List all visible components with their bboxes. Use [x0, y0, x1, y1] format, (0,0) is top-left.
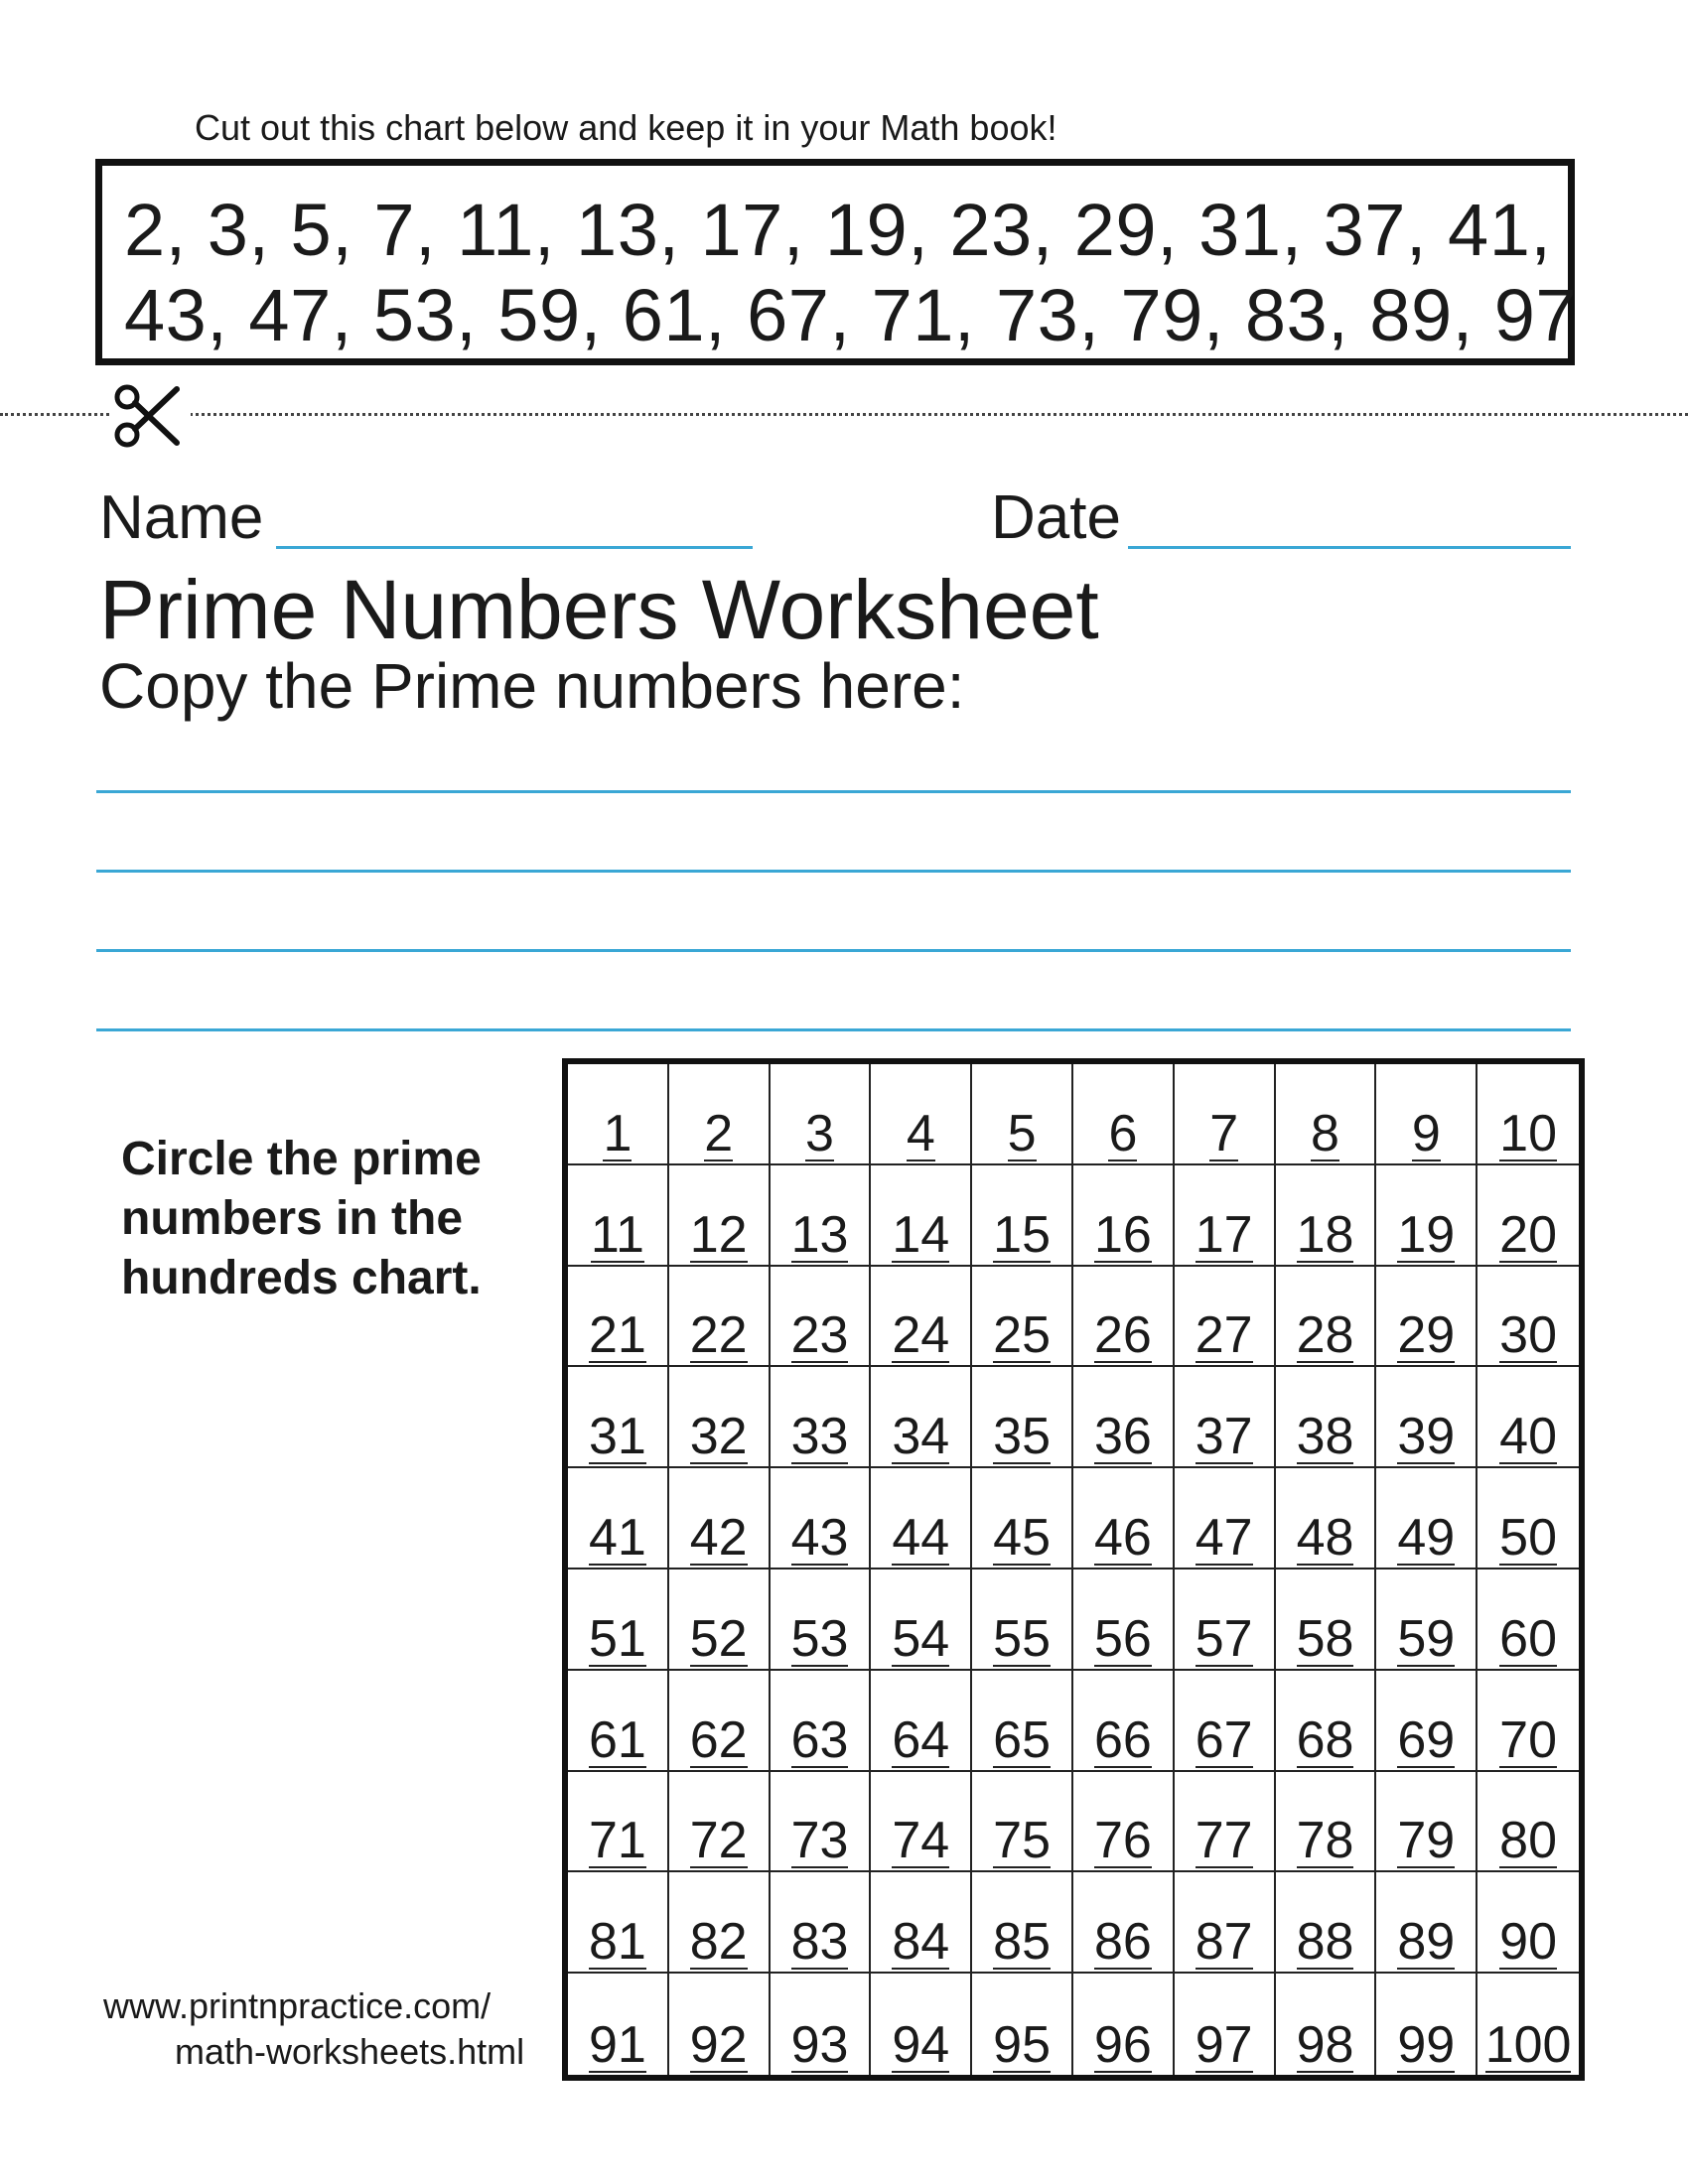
chart-cell[interactable]	[568, 1772, 669, 1873]
chart-cell[interactable]	[1175, 1570, 1276, 1671]
chart-number: 6	[1108, 1104, 1138, 1162]
chart-number: 92	[689, 2016, 748, 2074]
chart-number: 56	[1093, 1609, 1152, 1668]
chart-cell[interactable]	[871, 1772, 972, 1873]
chart-cell[interactable]	[1073, 1064, 1175, 1165]
chart-number: 100	[1484, 2016, 1572, 2074]
chart-number: 79	[1397, 1812, 1456, 1870]
chart-number: 11	[590, 1205, 644, 1264]
chart-number: 89	[1397, 1913, 1456, 1972]
chart-cell[interactable]	[669, 1872, 771, 1974]
writing-line[interactable]	[96, 1028, 1571, 1031]
chart-cell[interactable]	[871, 1267, 972, 1368]
chart-number: 75	[993, 1812, 1052, 1870]
chart-cell[interactable]	[1276, 1772, 1377, 1873]
chart-number: 60	[1499, 1609, 1558, 1668]
chart-number: 12	[689, 1205, 748, 1264]
name-label: Name	[99, 483, 264, 552]
chart-cell[interactable]	[1073, 1367, 1175, 1468]
chart-number: 36	[1093, 1408, 1152, 1466]
chart-cell[interactable]	[1276, 1267, 1377, 1368]
chart-cell[interactable]	[1477, 1165, 1579, 1267]
prime-list-box	[95, 159, 1578, 365]
chart-cell[interactable]	[1073, 1570, 1175, 1671]
chart-number: 88	[1296, 1913, 1354, 1972]
circle-instruction: Circle the prime numbers in the hundreds chart.	[121, 1133, 482, 1304]
chart-number: 32	[689, 1408, 748, 1466]
chart-cell[interactable]	[972, 1872, 1073, 1974]
chart-number: 99	[1397, 2016, 1456, 2074]
chart-cell[interactable]	[972, 1165, 1073, 1267]
chart-cell[interactable]	[871, 1064, 972, 1165]
chart-number: 81	[588, 1913, 646, 1972]
chart-number: 19	[1397, 1205, 1456, 1264]
chart-cell[interactable]	[1477, 1570, 1579, 1671]
chart-number: 44	[892, 1509, 950, 1567]
chart-number: 67	[1195, 1710, 1253, 1769]
chart-number: 62	[689, 1710, 748, 1769]
footer-url-line-2: math-worksheets.html	[175, 2031, 525, 2072]
chart-number: 2	[704, 1104, 734, 1162]
chart-cell[interactable]	[1175, 1872, 1276, 1974]
chart-number: 98	[1296, 2016, 1354, 2074]
chart-cell[interactable]	[1376, 1267, 1477, 1368]
hundreds-chart	[562, 1058, 1585, 2081]
chart-number: 51	[588, 1609, 646, 1668]
chart-cell[interactable]	[669, 1974, 771, 2075]
page-title: Prime Numbers Worksheet	[99, 563, 1099, 656]
chart-number: 52	[689, 1609, 748, 1668]
chart-cell[interactable]	[1376, 1064, 1477, 1165]
chart-number: 72	[689, 1812, 748, 1870]
chart-number: 29	[1397, 1306, 1456, 1365]
chart-cell[interactable]	[771, 1872, 872, 1974]
scissors-icon	[111, 381, 191, 451]
chart-cell[interactable]	[771, 1671, 872, 1772]
chart-number: 57	[1195, 1609, 1253, 1668]
chart-number: 64	[892, 1710, 950, 1769]
chart-number: 65	[993, 1710, 1052, 1769]
copy-instruction: Copy the Prime numbers here:	[99, 650, 965, 722]
chart-cell[interactable]	[1276, 1064, 1377, 1165]
chart-number: 71	[588, 1812, 646, 1870]
chart-number: 21	[588, 1306, 646, 1365]
chart-cell[interactable]	[568, 1267, 669, 1368]
chart-cell[interactable]	[771, 1974, 872, 2075]
chart-cell[interactable]	[1477, 1772, 1579, 1873]
chart-number: 26	[1093, 1306, 1152, 1365]
chart-cell[interactable]	[568, 1570, 669, 1671]
chart-number: 24	[892, 1306, 950, 1365]
chart-cell[interactable]	[1376, 1570, 1477, 1671]
chart-cell[interactable]	[1376, 1165, 1477, 1267]
chart-number: 5	[1007, 1104, 1037, 1162]
chart-number: 77	[1195, 1812, 1253, 1870]
chart-cell[interactable]	[871, 1468, 972, 1570]
chart-cell[interactable]	[669, 1570, 771, 1671]
chart-cell[interactable]	[771, 1267, 872, 1368]
chart-cell[interactable]	[972, 1367, 1073, 1468]
chart-cell[interactable]	[669, 1772, 771, 1873]
chart-number: 31	[588, 1408, 646, 1466]
chart-cell[interactable]	[1477, 1267, 1579, 1368]
chart-cell[interactable]	[669, 1367, 771, 1468]
cut-dotted-line	[0, 413, 1688, 416]
chart-number: 73	[790, 1812, 849, 1870]
writing-line[interactable]	[96, 949, 1571, 952]
chart-cell[interactable]	[1175, 1974, 1276, 2075]
chart-cell[interactable]	[1073, 1974, 1175, 2075]
chart-cell[interactable]	[871, 1974, 972, 2075]
chart-number: 7	[1209, 1104, 1239, 1162]
chart-number: 80	[1499, 1812, 1558, 1870]
chart-number: 45	[993, 1509, 1052, 1567]
chart-number: 35	[993, 1408, 1052, 1466]
chart-number: 86	[1093, 1913, 1152, 1972]
chart-cell[interactable]	[771, 1570, 872, 1671]
chart-cell[interactable]	[972, 1974, 1073, 2075]
chart-cell[interactable]	[1376, 1772, 1477, 1873]
chart-cell[interactable]	[568, 1367, 669, 1468]
chart-number: 53	[790, 1609, 849, 1668]
chart-cell[interactable]	[771, 1468, 872, 1570]
chart-number: 96	[1093, 2016, 1152, 2074]
chart-cell[interactable]	[1073, 1772, 1175, 1873]
chart-number: 30	[1499, 1306, 1558, 1365]
chart-cell[interactable]	[1175, 1772, 1276, 1873]
chart-number: 18	[1296, 1205, 1354, 1264]
chart-cell[interactable]	[771, 1367, 872, 1468]
chart-cell[interactable]	[972, 1671, 1073, 1772]
chart-cell[interactable]	[972, 1064, 1073, 1165]
chart-number: 9	[1411, 1104, 1441, 1162]
chart-number: 84	[892, 1913, 950, 1972]
chart-number: 48	[1296, 1509, 1354, 1567]
chart-number: 43	[790, 1509, 849, 1567]
chart-cell[interactable]	[1477, 1367, 1579, 1468]
writing-line[interactable]	[96, 870, 1571, 873]
chart-number: 58	[1296, 1609, 1354, 1668]
cut-instruction: Cut out this chart below and keep it in your Math book!	[195, 107, 1057, 148]
chart-number: 20	[1499, 1205, 1558, 1264]
chart-cell[interactable]	[972, 1267, 1073, 1368]
prime-list-line-1: 2, 3, 5, 7, 11, 13, 17, 19, 23, 29, 31, 37, 41,	[124, 189, 1552, 271]
chart-cell[interactable]	[1276, 1872, 1377, 1974]
chart-cell[interactable]	[568, 1468, 669, 1570]
chart-number: 46	[1093, 1509, 1152, 1567]
chart-cell[interactable]	[568, 1974, 669, 2075]
chart-cell[interactable]	[871, 1570, 972, 1671]
chart-number: 95	[993, 2016, 1052, 2074]
chart-number: 27	[1195, 1306, 1253, 1365]
chart-cell[interactable]	[1276, 1165, 1377, 1267]
chart-cell[interactable]	[972, 1772, 1073, 1873]
chart-number: 94	[892, 2016, 950, 2074]
chart-cell[interactable]	[669, 1671, 771, 1772]
chart-number: 66	[1093, 1710, 1152, 1769]
chart-cell[interactable]	[1073, 1165, 1175, 1267]
chart-cell[interactable]	[568, 1165, 669, 1267]
chart-number: 85	[993, 1913, 1052, 1972]
chart-number: 68	[1296, 1710, 1354, 1769]
chart-cell[interactable]	[1073, 1872, 1175, 1974]
chart-cell[interactable]	[1477, 1468, 1579, 1570]
chart-number: 76	[1093, 1812, 1152, 1870]
chart-cell[interactable]	[1376, 1367, 1477, 1468]
chart-number: 90	[1499, 1913, 1558, 1972]
chart-number: 17	[1195, 1205, 1253, 1264]
chart-cell[interactable]	[972, 1468, 1073, 1570]
chart-cell[interactable]	[669, 1064, 771, 1165]
chart-number: 23	[790, 1306, 849, 1365]
chart-number: 47	[1195, 1509, 1253, 1567]
chart-cell[interactable]	[1073, 1267, 1175, 1368]
date-field[interactable]	[1128, 546, 1571, 549]
chart-cell[interactable]	[1276, 1570, 1377, 1671]
chart-number: 54	[892, 1609, 950, 1668]
chart-number: 22	[689, 1306, 748, 1365]
chart-cell[interactable]	[1073, 1671, 1175, 1772]
chart-number: 16	[1093, 1205, 1152, 1264]
chart-cell[interactable]	[568, 1671, 669, 1772]
chart-number: 91	[588, 2016, 646, 2074]
chart-number: 55	[993, 1609, 1052, 1668]
chart-cell[interactable]	[1477, 1671, 1579, 1772]
chart-number: 13	[790, 1205, 849, 1264]
chart-number: 78	[1296, 1812, 1354, 1870]
prime-list-line-2: 43, 47, 53, 59, 61, 67, 71, 73, 79, 83, 89, 97	[124, 274, 1578, 356]
chart-cell[interactable]	[1175, 1468, 1276, 1570]
chart-number: 25	[993, 1306, 1052, 1365]
chart-cell[interactable]	[1376, 1468, 1477, 1570]
chart-number: 1	[603, 1104, 633, 1162]
chart-number: 39	[1397, 1408, 1456, 1466]
chart-cell[interactable]	[871, 1367, 972, 1468]
chart-number: 59	[1397, 1609, 1456, 1668]
chart-cell[interactable]	[871, 1671, 972, 1772]
chart-cell[interactable]	[1276, 1974, 1377, 2075]
chart-cell[interactable]	[568, 1872, 669, 1974]
chart-number: 40	[1499, 1408, 1558, 1466]
chart-cell[interactable]	[1073, 1468, 1175, 1570]
chart-number: 42	[689, 1509, 748, 1567]
name-field[interactable]	[276, 546, 753, 549]
chart-cell[interactable]	[771, 1165, 872, 1267]
chart-cell[interactable]	[1175, 1064, 1276, 1165]
chart-cell[interactable]	[669, 1468, 771, 1570]
chart-cell[interactable]	[568, 1064, 669, 1165]
chart-cell[interactable]	[771, 1772, 872, 1873]
chart-number: 49	[1397, 1509, 1456, 1567]
footer-url-line-1: www.printnpractice.com/	[103, 1985, 492, 2026]
chart-number: 34	[892, 1408, 950, 1466]
chart-number: 74	[892, 1812, 950, 1870]
chart-number: 63	[790, 1710, 849, 1769]
chart-cell[interactable]	[1175, 1367, 1276, 1468]
chart-cell[interactable]	[1175, 1671, 1276, 1772]
chart-cell[interactable]	[1376, 1974, 1477, 2075]
chart-number: 83	[790, 1913, 849, 1972]
chart-cell[interactable]	[871, 1165, 972, 1267]
chart-cell[interactable]	[669, 1267, 771, 1368]
chart-number: 82	[689, 1913, 748, 1972]
chart-number: 3	[805, 1104, 834, 1162]
chart-number: 37	[1195, 1408, 1253, 1466]
chart-number: 14	[892, 1205, 950, 1264]
chart-number: 4	[906, 1104, 935, 1162]
chart-cell[interactable]	[1376, 1872, 1477, 1974]
chart-number: 8	[1311, 1104, 1339, 1162]
chart-cell[interactable]	[1477, 1974, 1579, 2075]
chart-number: 87	[1195, 1913, 1253, 1972]
chart-cell[interactable]	[1276, 1367, 1377, 1468]
chart-cell[interactable]	[669, 1165, 771, 1267]
chart-number: 38	[1296, 1408, 1354, 1466]
chart-number: 15	[993, 1205, 1052, 1264]
chart-number: 33	[790, 1408, 849, 1466]
chart-cell[interactable]	[1477, 1064, 1579, 1165]
writing-line[interactable]	[96, 790, 1571, 793]
chart-cell[interactable]	[1175, 1165, 1276, 1267]
chart-cell[interactable]	[1276, 1468, 1377, 1570]
chart-cell[interactable]	[972, 1570, 1073, 1671]
chart-number: 69	[1397, 1710, 1456, 1769]
chart-number: 10	[1499, 1104, 1558, 1162]
chart-number: 28	[1296, 1306, 1354, 1365]
chart-number: 61	[588, 1710, 646, 1769]
chart-number: 97	[1195, 2016, 1253, 2074]
chart-number: 93	[790, 2016, 849, 2074]
chart-cell[interactable]	[1175, 1267, 1276, 1368]
chart-cell[interactable]	[1376, 1671, 1477, 1772]
chart-number: 70	[1499, 1710, 1558, 1769]
chart-cell[interactable]	[1477, 1872, 1579, 1974]
chart-cell[interactable]	[771, 1064, 872, 1165]
chart-cell[interactable]	[871, 1872, 972, 1974]
chart-cell[interactable]	[1276, 1671, 1377, 1772]
date-label: Date	[991, 483, 1121, 552]
chart-number: 41	[588, 1509, 646, 1567]
chart-number: 50	[1499, 1509, 1558, 1567]
